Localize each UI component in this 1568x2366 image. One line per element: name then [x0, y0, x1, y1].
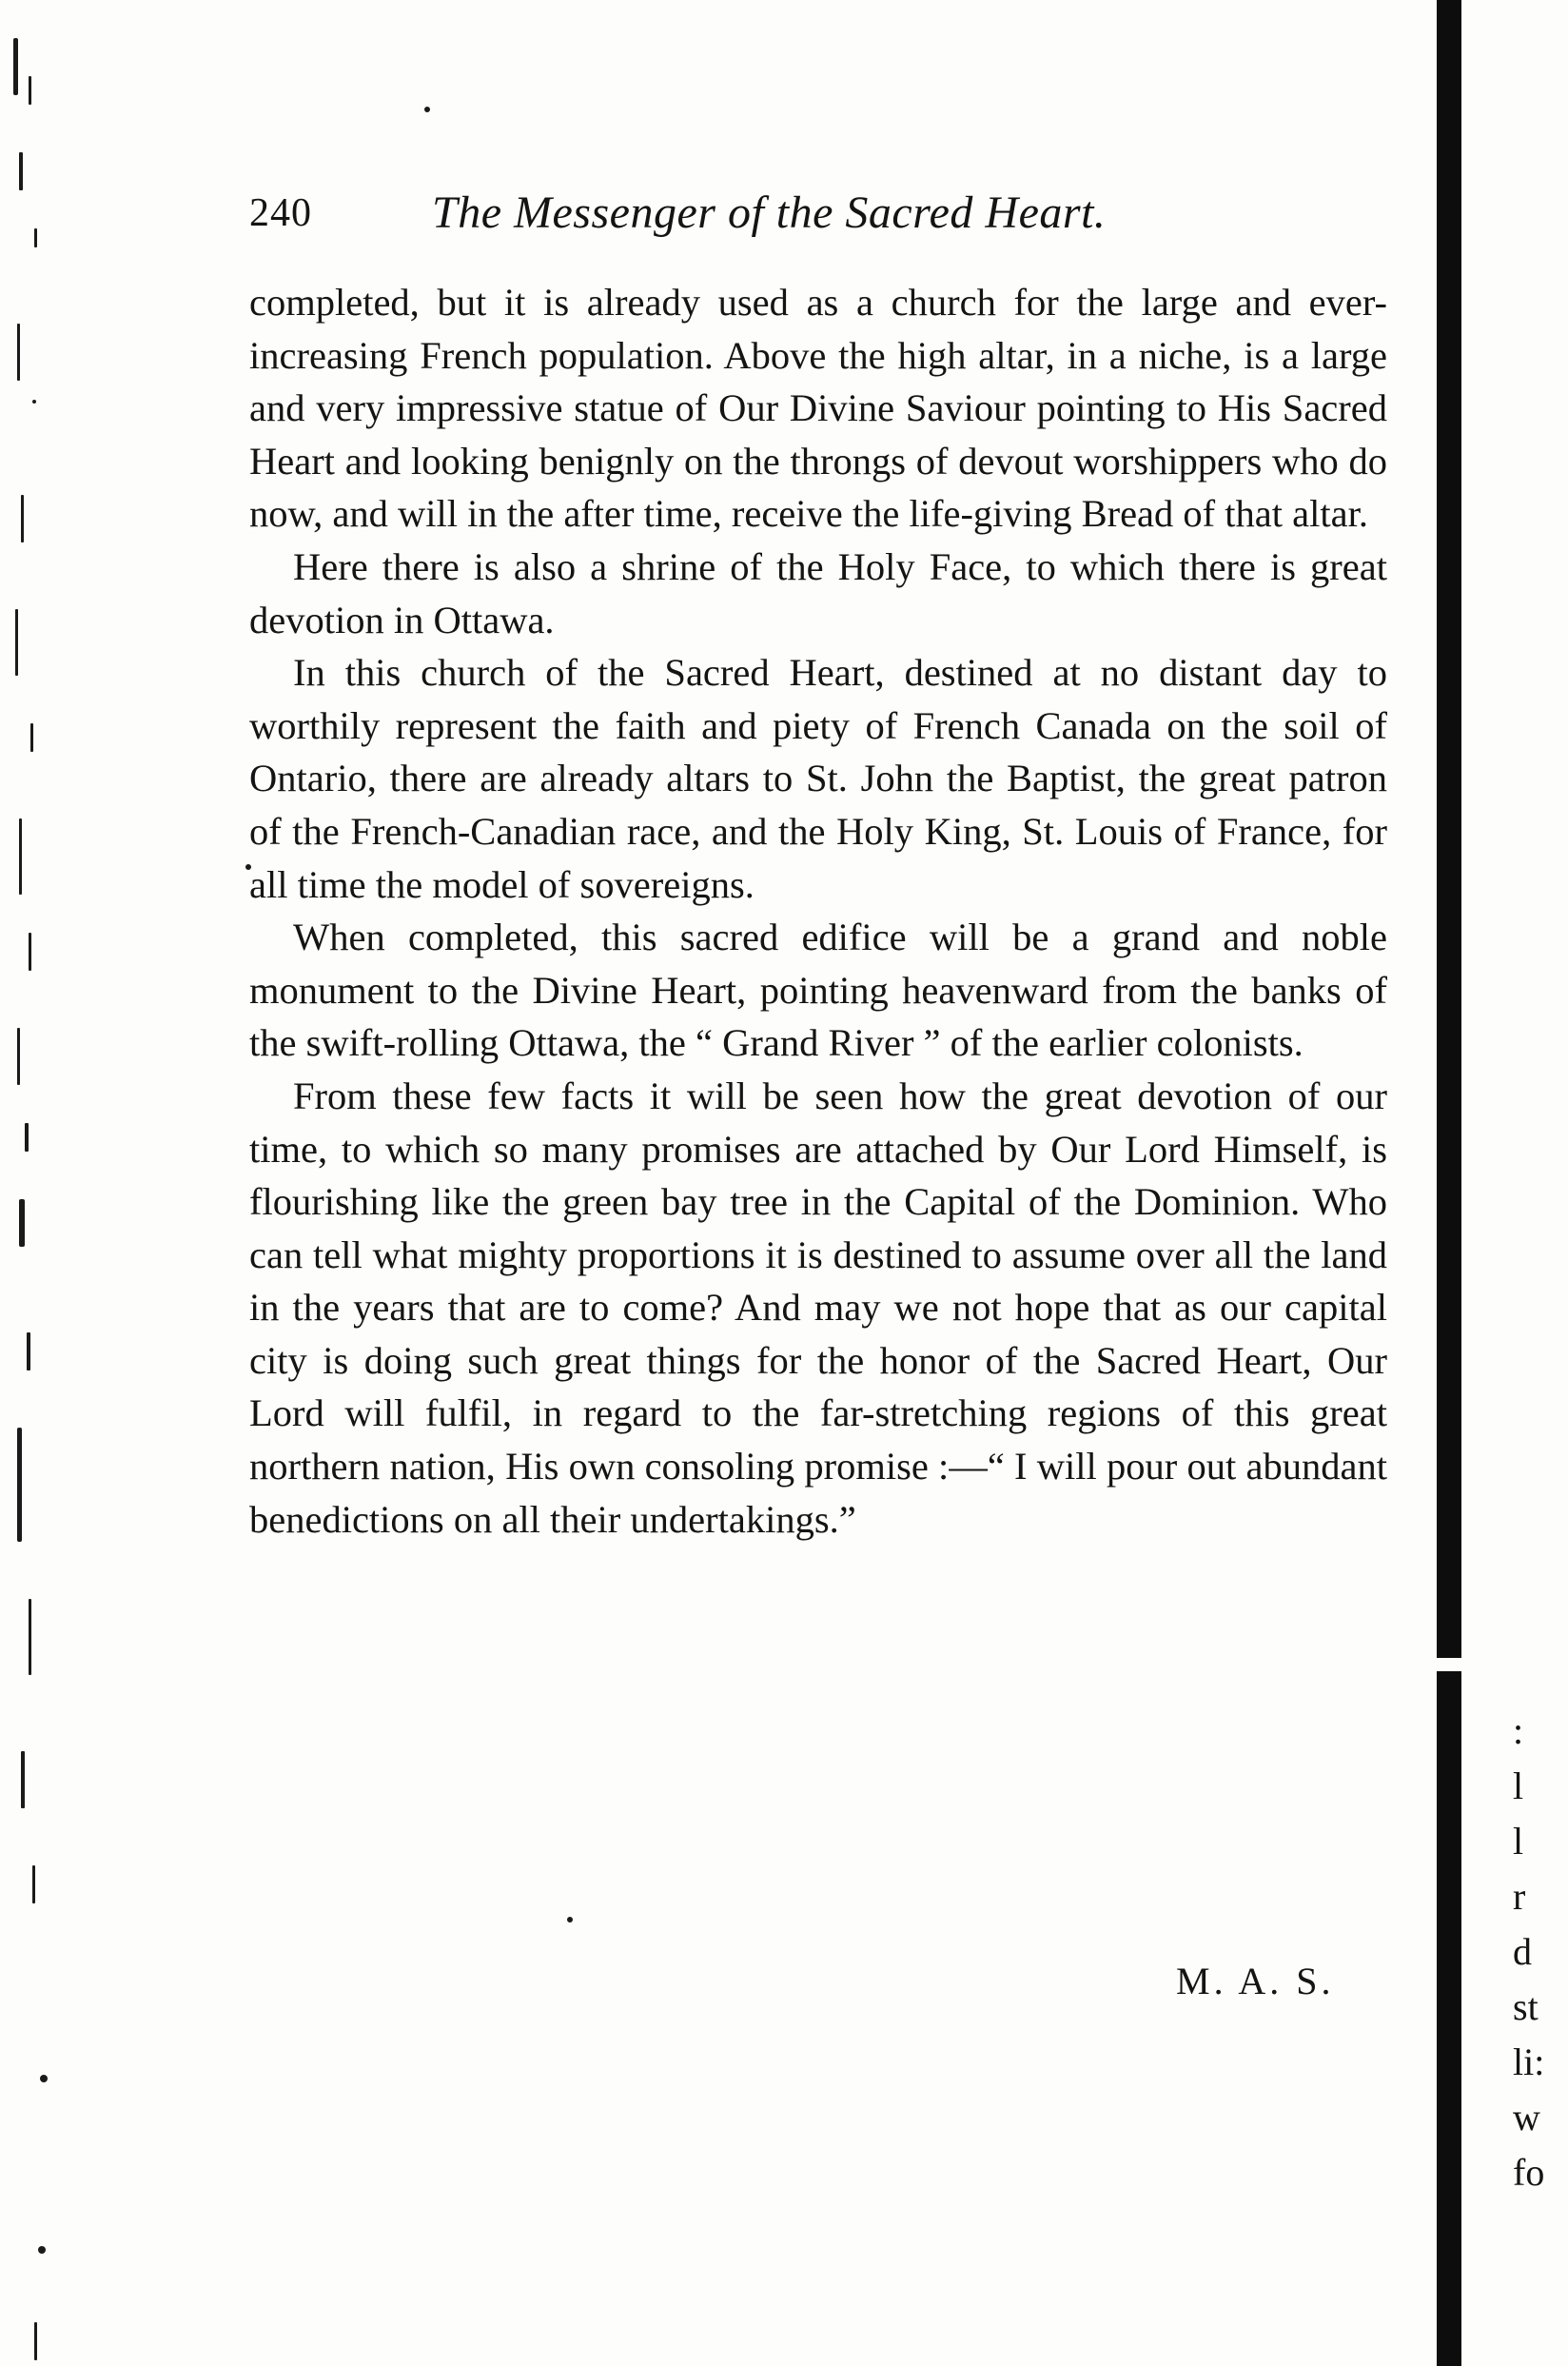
gutter-mark [30, 723, 33, 752]
fragment-line: : [1513, 1709, 1524, 1752]
gutter-mark [19, 1199, 25, 1247]
left-gutter-speckle [0, 0, 67, 2366]
gutter-mark [29, 933, 31, 971]
fragment-line: l [1513, 1765, 1524, 1807]
paragraph: completed, but it is already used as a church for the large and ever-increasing French population. Above the high altar, in a niche, is a large and very impressive statue of Our Divine Saviour pointing to His Sacred Heart and looking benignly on the throngs of devout worshippers who do now, and will in the after time, receive the life-giving Bread of that altar. [249, 281, 1387, 536]
gutter-mark [19, 152, 23, 190]
fragment-line: fo [1513, 2151, 1545, 2194]
gutter-mark [34, 2322, 37, 2360]
fragment-line: st [1513, 1985, 1539, 2028]
gutter-mark [17, 1428, 22, 1542]
gutter-mark [25, 1123, 29, 1152]
gutter-mark [17, 1028, 20, 1085]
fragment-line: r [1513, 1875, 1526, 1918]
gutter-mark [29, 76, 31, 105]
gutter-mark [13, 38, 18, 95]
gutter-mark [38, 2246, 46, 2254]
paragraph: Here there is also a shrine of the Holy Face, to which there is great devotion in Ottawa. [249, 544, 1387, 641]
gutter-mark [17, 324, 20, 381]
gutter-mark [27, 1332, 30, 1370]
gutter-mark [40, 2075, 48, 2082]
author-signature: M. A. S. [1176, 1960, 1335, 2002]
paragraph: In this church of the Sacred Heart, destined at no distant day to worthily represent the faith and piety of French Canada on the soil of Ontario, there are already altars to St. John the Baptist, the great patron of the French-Canadian race, and the Holy King, St. Louis of France, for all time the model of sovereigns. [249, 651, 1387, 906]
ink-speck [424, 107, 430, 112]
binding-strip [1437, 0, 1461, 2366]
fragment-line: l [1513, 1820, 1524, 1863]
gutter-mark [32, 400, 36, 404]
ink-speck [567, 1917, 573, 1922]
fragment-line: w [1513, 2096, 1540, 2139]
next-page-fragment [1513, 1704, 1568, 2200]
gutter-mark [34, 228, 37, 247]
gutter-mark [21, 495, 24, 542]
paragraph: From these few facts it will be seen how the great devotion of our time, to which so many promises are attached by Our Lord Himself, is flourishing like the green bay tree in the Capital of the Dominion. Who can tell what mighty proportions it is destined to assume over all the land in the years that are to come? And may we not hope that as our capital city is doing such great things for the honor of the Sacred Heart, Our Lord will fulfil, in regard to the far-stretching regions of this great northern nation, His own consoling promise :—“ I will pour out abundant benedictions on all their undertakings.” [249, 1074, 1387, 1541]
binding-strip-gap [1435, 1658, 1463, 1671]
running-title: The Messenger of the Sacred Heart. [432, 187, 1107, 238]
gutter-mark [29, 1599, 31, 1675]
gutter-mark [19, 818, 22, 895]
gutter-mark [21, 1751, 25, 1808]
paragraph: When completed, this sacred edifice will be a grand and noble monument to the Divine Heart, pointing heavenward from the banks of the swift-rolling Ottawa, the “ Grand River ” of the earlier colonists. [249, 916, 1387, 1065]
article-body [249, 276, 1387, 1546]
fragment-line: d [1513, 1930, 1532, 1973]
page-number: 240 [249, 191, 312, 235]
running-header [249, 187, 1391, 247]
fragment-line: li: [1513, 2041, 1545, 2083]
gutter-mark [32, 1865, 35, 1903]
gutter-mark [15, 609, 18, 676]
